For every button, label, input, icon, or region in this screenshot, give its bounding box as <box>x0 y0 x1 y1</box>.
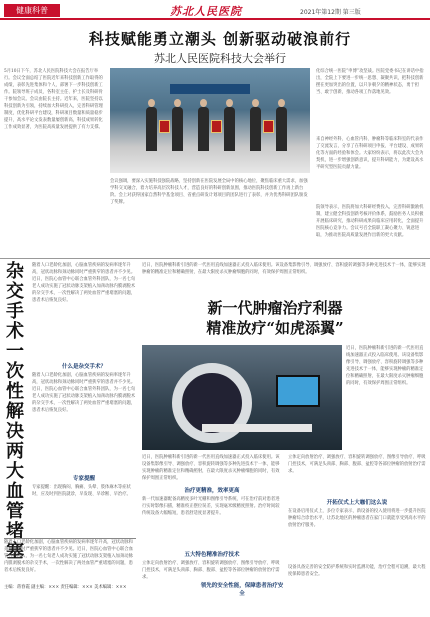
article3-subheading-2: 五大特色精准治疗技术 <box>184 552 240 558</box>
photo-person <box>276 107 287 151</box>
article3-body-2: 立体定向放射治疗、调强放疗、容积旋转调强放疗、图像引导放疗、呼吸门控技术，可满足头颈部、胸部、腹部、盆腔等各部位肿瘤的放射治疗需求。 <box>142 561 280 580</box>
article3-right-column: 近日，医院肿瘤科新引进的新一代医用直线加速器正式投入临床使用。该设备集影像引导、调强放疗、容积旋转调强等多种先进技术于一体，能够实现肿瘤的精准定位和精确照射，在最大限度杀灭肿瘤细胞的同时，有效保护周围正常组织。 <box>346 346 424 386</box>
section-tag: 健康科普 <box>4 4 60 17</box>
article3-body-3: 立体定向放射治疗、调强放疗、容积旋转调强放疗、图像引导放疗、呼吸门控技术，可满足头颈部、胸部、腹部、盆腔等各部位肿瘤的放射治疗需求。 <box>288 455 426 474</box>
monitor-screen <box>276 375 320 407</box>
article2-subheading-1: 什么是杂交手术？ <box>61 364 106 370</box>
article2-subheading-2: 专家提醒 <box>72 476 95 482</box>
article2-vertical-headline: 杂交手术一次性解决两大血管堵塞 <box>6 261 24 562</box>
article2-notes: 随着人口老龄化加剧，心脑血管疾病的发病率逐年升高，冠状动脉和颈动脉同时严重狭窄的患者并不少见。近日，医院心血管中心联合血管外科团队，为一名七旬老人成功实施了冠状动脉支架植入加颈动脉内膜剥脱术的杂交手术，一次性解决了两处血管严重堵塞的问题，患者术后恢复良好。 <box>4 538 136 583</box>
article1-headline: 科技赋能勇立潮头 创新驱动破浪前行 <box>88 30 352 48</box>
article1-column-3: 化综合统一医院“申博”攻坚战。医院党委书记在讲话中指出，全院上下要进一步统一思想、凝聚共识，把科技创新摆在更加突出的位置，以只争朝夕的精神状态，勇于担当、敢于创新，推动各项工作落地见效。 <box>316 69 424 95</box>
award-plaque <box>211 120 222 133</box>
editor-credits: 主编：蒋春霞 副主编：××× 责任编辑：××× 美术编辑：××× <box>4 585 127 590</box>
photo-backdrop-banner <box>170 84 250 94</box>
article3-body-4: 在设备启用仪式上，多位专家表示，新设备的投入使用将进一步提升医院肿瘤综合诊治水平，让苏北地区的肿瘤患者在家门口就能享受到高水平的放射治疗服务。 <box>288 509 426 528</box>
article1-column-2: 会议强调，要深入实施科技强院战略，坚持创新在医院发展全局中的核心地位，聚焦临床重大需求，加强学科交叉融合，着力培养高层次科技人才，营造良好的科研创新氛围，推动医院科技创新工作再上新台阶。会上对获得国家自然科学基金项目、省重点研发计划项目的团队进行了表彰，并为优秀科研团队颁发了奖牌。 <box>110 179 308 205</box>
newspaper-masthead: 苏北人民医院 <box>170 5 242 18</box>
treatment-couch <box>202 424 312 432</box>
photo-person <box>172 107 183 151</box>
article2-body: 随着人口老龄化加剧，心脑血管疾病的发病率逐年升高，冠状动脉和颈动脉同时严重狭窄的患者并不少见。近日，医院心血管中心联合血管外科团队，为一名七旬老人成功实施了冠状动脉支架植入加颈动脉内膜剥脱术的杂交手术，一次性解决了两处血管严重堵塞的问题，患者术后恢复良好。 <box>32 263 136 303</box>
article3-subheading-3: 开拓仪式上大咖们这么说 <box>326 500 388 506</box>
article3-top-text: 近日，医院肿瘤科新引进的新一代医用直线加速器正式投入临床使用。该设备集影像引导、调强放疗、容积旋转调强等多种先进技术于一体，能够实现肿瘤的精准定位和精确照射，在最大限度杀灭肿瘤细胞的同时，有效保护周围正常组织。 <box>142 263 426 275</box>
article3-lead: 近日，医院肿瘤科新引进的新一代医用直线加速器正式投入临床使用。该设备集影像引导、调强放疗、容积旋转调强等多种先进技术于一体，能够实现肿瘤的精准定位和精确照射，在最大限度杀灭肿瘤细胞的同时，有效保护周围正常组织。 <box>142 455 280 481</box>
article3-headline <box>140 298 410 338</box>
award-plaque <box>159 120 170 133</box>
award-ceremony-photo <box>110 68 310 173</box>
article1-column-1: 5月10日下午，苏北人民医院科技大会在报告厅举行。会议全面总结了医院近年来科技创新工作取得的成绩，表彰先进集体和个人，部署下一步科技创新工作。院领导班子成员、各科室主任、护士长及科研骨干参加会议。会议由院长主持。近年来，医院坚持以科技创新为引领，持续加大科研投入，完善科研管理制度，优化科研平台建设，科研项目数量和质量稳步提升，高水平论文发表数量屡创新高，科技成果转化工作成效显著，为医院高质量发展提供了有力支撑。 <box>4 69 103 130</box>
article1-column-4: 来自神经外科、心血管内科、肿瘤科等临床科室的代表作了交流发言，分享了在科研项目申报、平台建设、成果转化等方面的经验和体会。大家纷纷表示，将以此次大会为契机，进一步增强创新意识，提升科研能力，为建设高水平研究型医院贡献力量。 <box>316 137 424 170</box>
article3-headline-line-1: 新一代肿瘤治疗利器 <box>207 299 343 317</box>
article3-body-1: 新一代加速器配备高精度多叶光栅和图像引导系统，可在治疗前对患者进行实时影像扫描，精准校正摆位误差，实现毫米级精度照射。治疗时间较传统设备大幅缩短，患者舒适度显著提升。 <box>142 497 280 516</box>
article3-headline-line-2: 精准放疗“如虎添翼” <box>206 319 344 337</box>
photo-person <box>146 107 157 151</box>
award-plaque <box>263 120 274 133</box>
article3-subheading-4: 领先的安全性能，保障患者治疗安全 <box>200 583 284 597</box>
article1-column-5: 院领导表示，医院将加大科研经费投入，完善科研激励机制，建立健全科技创新考核评价体系，鼓励医务人员积极开展临床研究，推动科研成果向临床应用转化，全面提升医院核心竞争力。会议号召全院职工凝心聚力、锐意进取，为推动医院高质量发展作出新的更大贡献。 <box>316 205 424 238</box>
top-rule <box>0 18 430 20</box>
article1-subheadline: 苏北人民医院科技大会举行 <box>154 52 286 65</box>
article2-tips: 专家提醒：出现胸闷、胸痛、头晕、肢体麻木等症状时，应及时到医院就诊，早发现、早诊断、早治疗。 <box>32 485 131 497</box>
article3-body-5: 设备具备完善的安全防护系统和实时监测功能，治疗全程可追溯，最大程度保障患者安全。 <box>288 565 426 577</box>
photo-person <box>198 107 209 151</box>
photo-person <box>224 107 235 151</box>
issue-dateline: 2021年第12期 第三版 <box>300 9 361 16</box>
article2-body-2: 随着人口老龄化加剧，心脑血管疾病的发病率逐年升高，冠状动脉和颈动脉同时严重狭窄的患者并不少见。近日，医院心血管中心联合血管外科团队，为一名七旬老人成功实施了冠状动脉支架植入加颈动脉内膜剥脱术的杂交手术，一次性解决了两处血管严重堵塞的问题，患者术后恢复良好。 <box>32 373 136 413</box>
article3-subheading-1: 治疗更精准，效率更高 <box>184 488 240 494</box>
section-divider <box>0 258 430 259</box>
photo-person <box>250 107 261 151</box>
linear-accelerator-photo <box>142 345 342 450</box>
